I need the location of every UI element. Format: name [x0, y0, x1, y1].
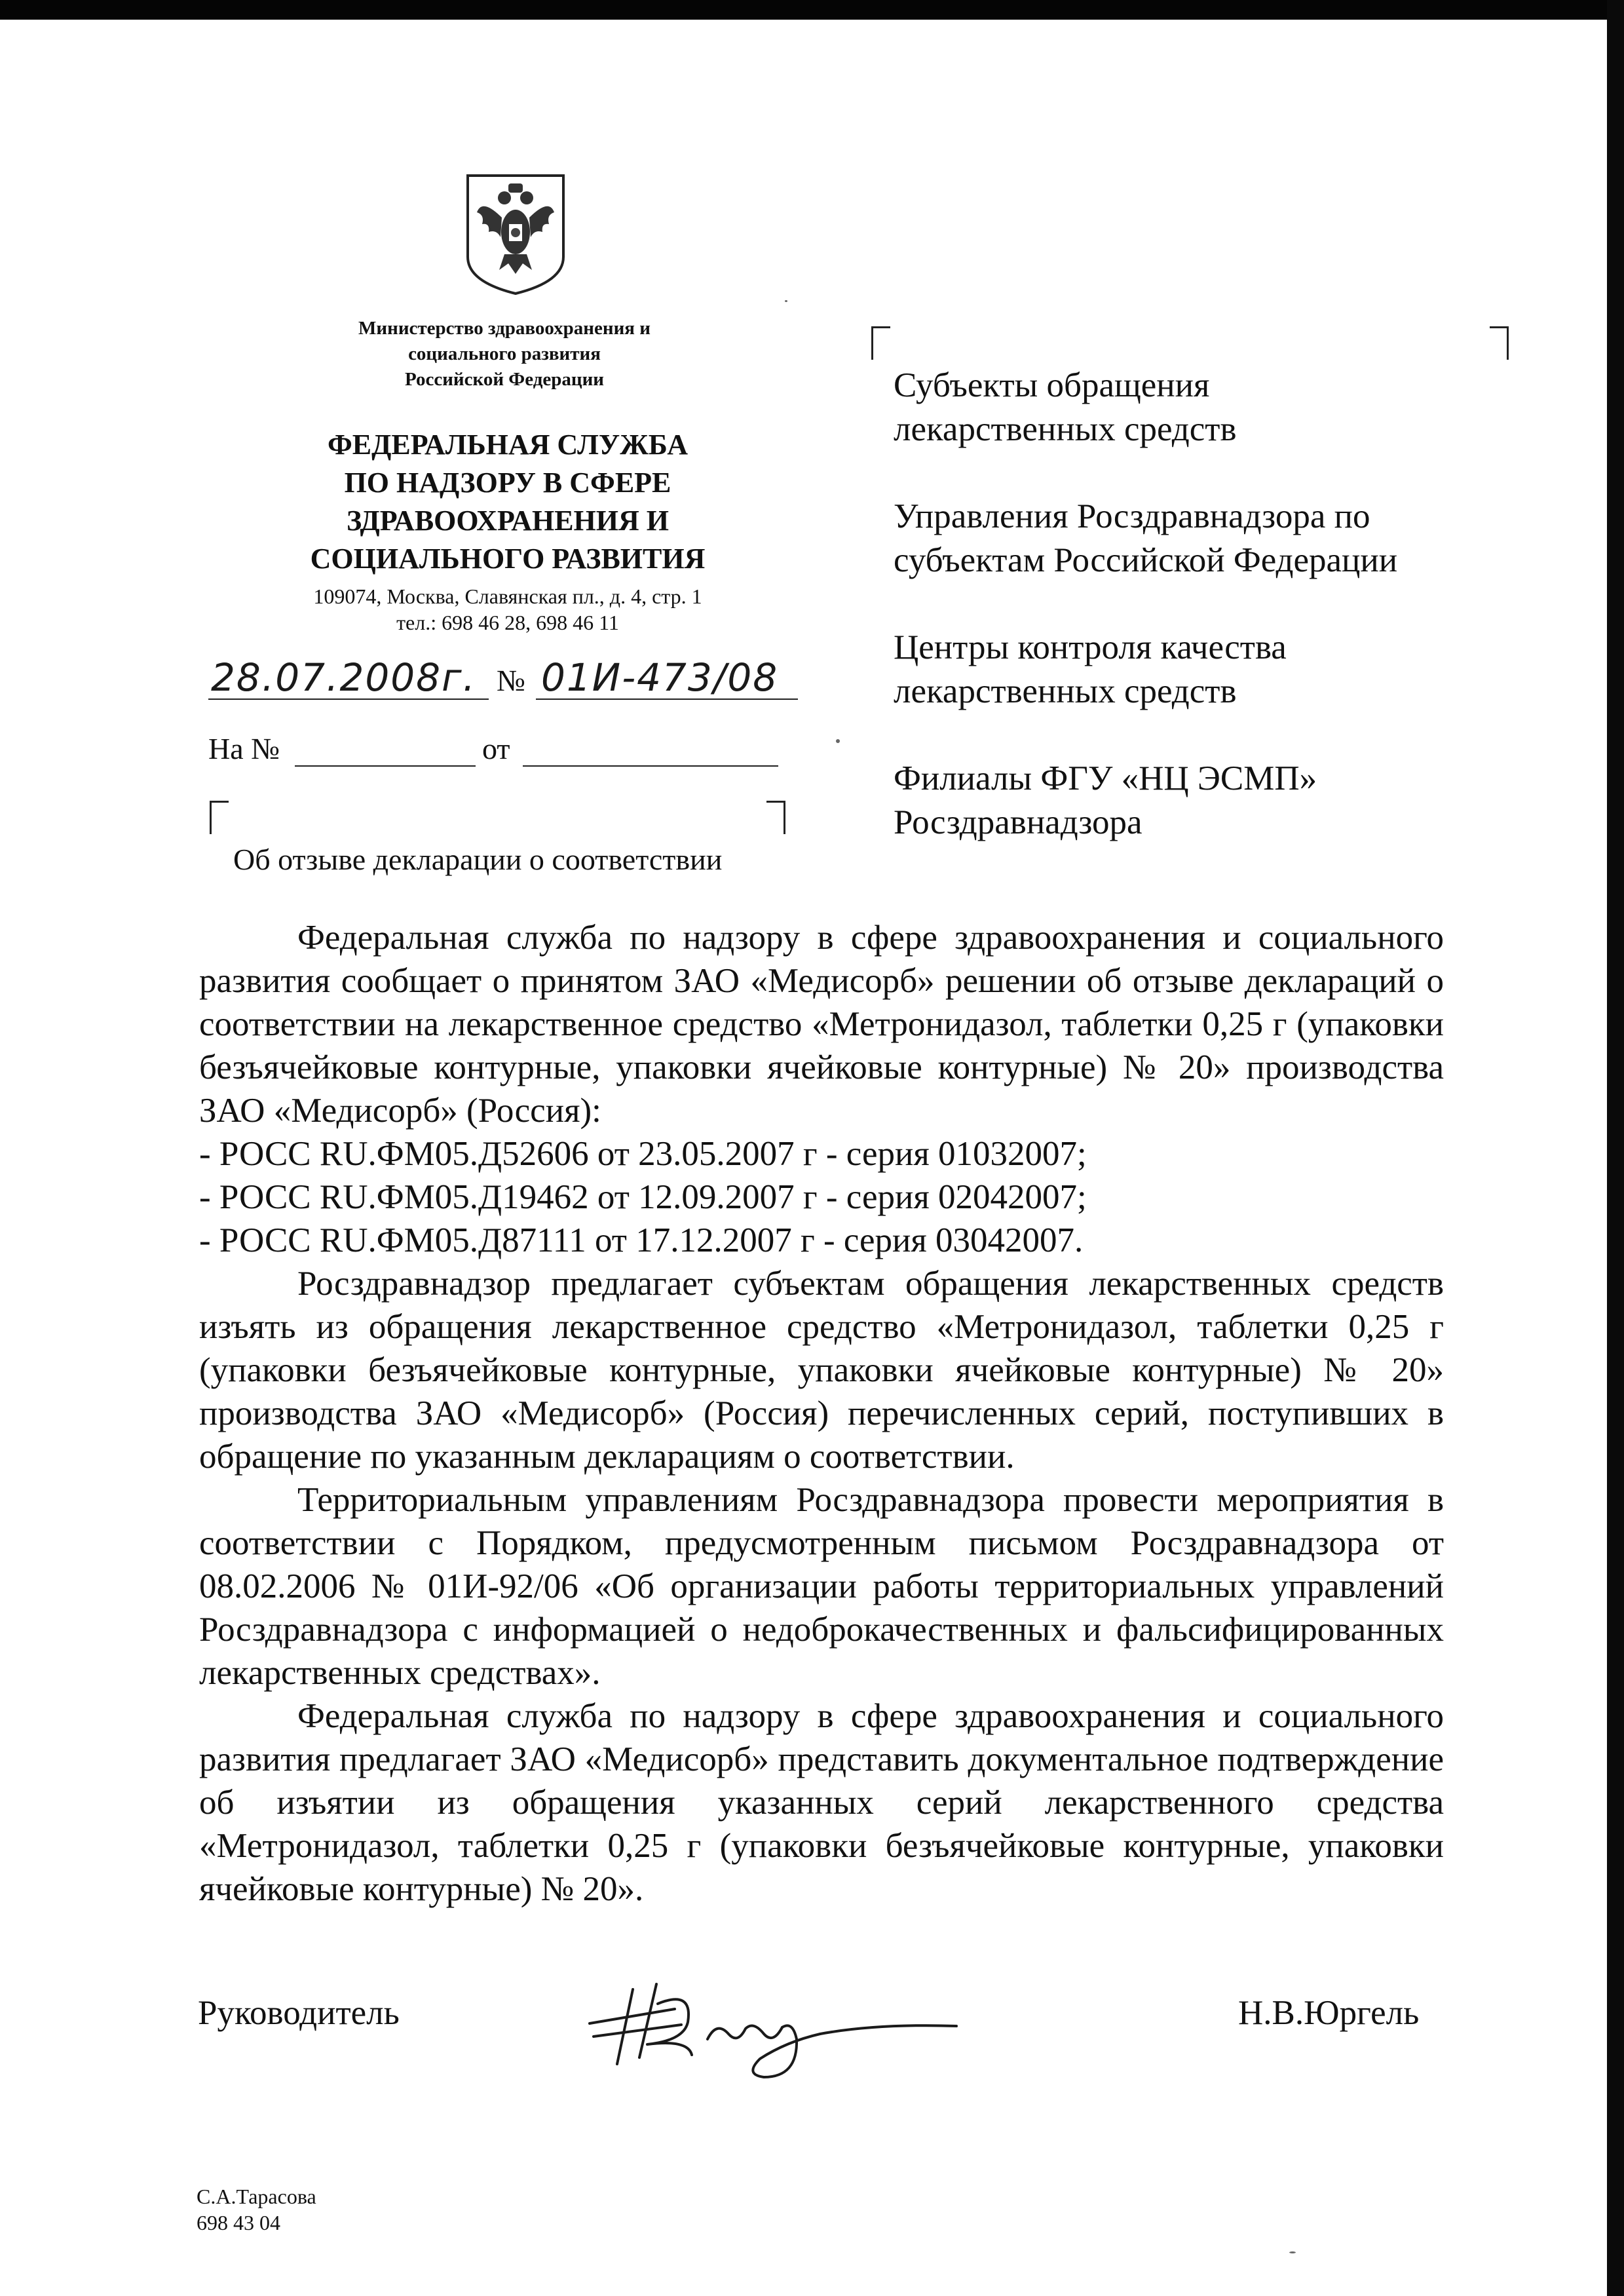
- letter-number: 01И-473/08: [541, 655, 779, 700]
- reply-number-blank: [295, 765, 476, 767]
- service-name: [249, 426, 766, 578]
- declaration-item: - РОСС RU.ФМ05.Д19462 от 12.09.2007 г - серия 02042007;: [199, 1178, 1087, 1216]
- declaration-item: - РОСС RU.ФМ05.Д87111 от 17.12.2007 г - серия 03042007.: [199, 1221, 1084, 1259]
- ministry-name: [282, 316, 727, 392]
- addressee-line: лекарственных средств: [894, 672, 1237, 710]
- scan-speck: [785, 300, 787, 302]
- addressee: [894, 757, 1549, 845]
- addressee-line: Управления Росздравнадзора по: [894, 497, 1370, 535]
- body-paragraph: Территориальным управлениям Росздравнадзора провести мероприятия в соответствии с Порядком, предусмотренным письмом Росздравнадзора от 08.02.2006 № 01И-92/06 «Об организации работы территориальных управлений Росздравнадзора с информацией о недоброкачественных и фальсифицированных лекарственных средствах».: [199, 1481, 1444, 1692]
- addressee: [894, 495, 1549, 583]
- signatory-role: Руководитель: [198, 1994, 400, 2032]
- reply-date-blank: [523, 765, 778, 767]
- ministry-line: Российской Федерации: [404, 369, 604, 390]
- double-headed-eagle-emblem-icon: [463, 172, 569, 296]
- subject-corner-left: [210, 801, 229, 834]
- letter-subject: Об отзыве декларации о соответствии: [233, 843, 723, 876]
- body-paragraph: Федеральная служба по надзору в сфере здравоохранения и социального развития предлагает ЗАО «Медисорб» представить документальное подтверждение об изъятии из обращения указанных серий лекарственного средства «Метронидазол, таблетки 0,25 г (упаковки безъячейковые контурные, упаковки ячейковые контурные) № 20».: [199, 1697, 1444, 1908]
- addressee-block: [894, 364, 1549, 888]
- service-address: [249, 583, 766, 636]
- service-line: ПО НАДЗОРУ В СФЕРЕ: [344, 467, 671, 499]
- addressee-line: Центры контроля качества: [894, 628, 1287, 666]
- addressee: [894, 364, 1549, 451]
- handwritten-signature-icon: [576, 1966, 970, 2090]
- addressee-line: Филиалы ФГУ «НЦ ЭСМП»: [894, 759, 1317, 797]
- body-paragraph: Федеральная служба по надзору в сфере здравоохранения и социального развития сообщает о принятом ЗАО «Медисорб» решении об отзыве деклараций о соответствии на лекарственное средство «Метронидазол, таблетки 0,25 г (упаковки безъячейковые контурные, упаковки ячейковые контурные) № 20» производства ЗАО «Медисорб» (Россия):: [199, 919, 1444, 1130]
- service-line: СОЦИАЛЬНОГО РАЗВИТИЯ: [310, 543, 706, 575]
- executor-name: С.А.Тарасова: [197, 2185, 316, 2208]
- addressee-corner-right: [1490, 326, 1509, 360]
- service-line: ЗДРАВООХРАНЕНИЯ И: [346, 505, 669, 537]
- executor-phone: 698 43 04: [197, 2211, 280, 2234]
- reply-date-label: от: [482, 732, 510, 765]
- scan-speck: [836, 739, 840, 743]
- scan-speck: [1289, 2251, 1296, 2253]
- addressee-line: Росздравнадзора: [894, 803, 1142, 841]
- addressee-line: субъектам Российской Федерации: [894, 541, 1398, 579]
- addressee-line: Субъекты обращения: [894, 366, 1210, 404]
- reply-reference-line: [208, 727, 798, 773]
- number-sign: №: [497, 664, 525, 697]
- letter-body: [199, 916, 1444, 1911]
- date-underline: [208, 698, 489, 700]
- number-underline: [536, 698, 798, 700]
- reply-number-label: На №: [208, 732, 280, 765]
- addressee: [894, 626, 1549, 714]
- scan-right-border: [1607, 0, 1624, 2296]
- scan-top-border: [0, 0, 1624, 20]
- addressee-line: лекарственных средств: [894, 410, 1237, 448]
- service-line: ФЕДЕРАЛЬНАЯ СЛУЖБА: [328, 429, 688, 461]
- ministry-line: социального развития: [408, 343, 601, 364]
- declaration-item: - РОСС RU.ФМ05.Д52606 от 23.05.2007 г - серия 01032007;: [199, 1135, 1087, 1173]
- signatory-name: Н.В.Юргель: [1238, 1994, 1420, 2032]
- address-line: тел.: 698 46 28, 698 46 11: [396, 611, 619, 634]
- address-line: 109074, Москва, Славянская пл., д. 4, стр. 1: [313, 584, 702, 608]
- addressee-corner-left: [871, 326, 890, 360]
- subject-corner-right: [766, 801, 785, 834]
- body-paragraph: Росздравнадзор предлагает субъектам обращения лекарственных средств изъять из обращения лекарственное средство «Метронидазол, таблетки 0,25 г (упаковки безъячейковые контурные, упаковки ячейковые контурные) № 20» производства ЗАО «Медисорб» (Россия) перечисленных серий, поступивших в обращение по указанным декларациям о соответствии.: [199, 1265, 1444, 1476]
- registration-line: [208, 655, 811, 708]
- executor-block: [197, 2183, 316, 2236]
- letter-date: 28.07.2008г.: [211, 655, 476, 700]
- ministry-line: Министерство здравоохранения и: [358, 318, 651, 339]
